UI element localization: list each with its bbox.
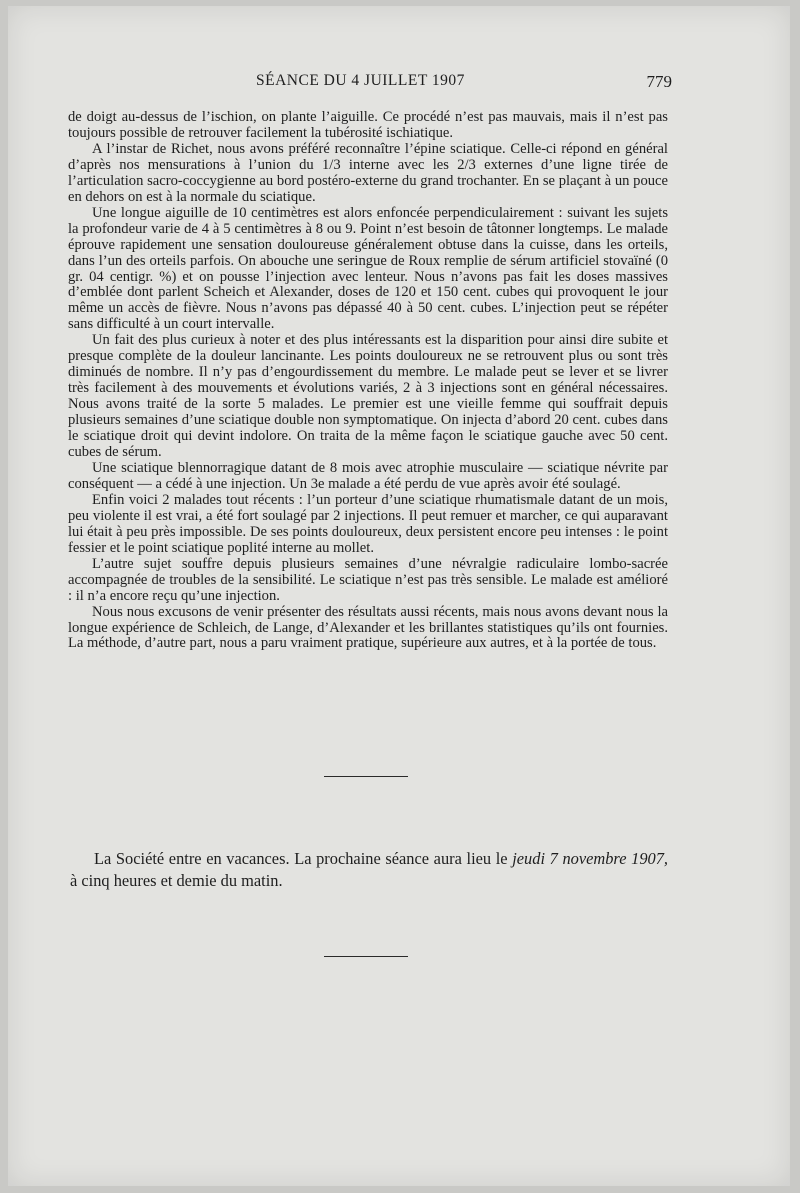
session-notice [70, 848, 668, 892]
paragraph: L’autre sujet souffre depuis plusieurs semaines d’une névralgie radiculaire lombo-sacrée accompagnée de troubles de la sensibilité. Le sciatique n’est pas très sensible. Le malade est amélioré : il n’a encore reçu qu’une injection. [68, 555, 668, 604]
article-body [68, 110, 668, 652]
section-divider [324, 776, 408, 777]
notice-text: La Société entre en vacances. La prochaine séance aura lieu le [94, 849, 513, 868]
paragraph: de doigt au-dessus de l’ischion, on plante l’aiguille. Ce procédé n’est pas mauvais, mais il n’est pas toujours possible de retrouver facilement la tubérosité ischiatique. [68, 109, 668, 141]
paragraph: Un fait des plus curieux à noter et des plus intéressants est la disparition pour ainsi dire subite et presque complète de la douleur lancinante. Les points douloureux ne se retrouvent plus ou sont très diminués de nombre. Il n’y pas d’engourdissement du membre. Le malade peut se lever et se livrer très facilement à des mouvements et évolutions variés, 2 à 3 injections sont en général nécessaires. Nous avons traité de la sorte 5 malades. Le premier est une vieille femme qui souffrait depuis plusieurs semaines d’une sciatique double non symptomatique. On injecta d’abord 20 cent. cubes dans le sciatique droit qui devint indolore. On traita de la même façon le sciatique gauche avec 50 cent. cubes de sérum. [68, 332, 668, 461]
paragraph: Une sciatique blennorragique datant de 8 mois avec atrophie musculaire — sciatique névrite par conséquent — a cédé à une injection. Un 3e malade a été perdu de vue après avoir été soulagé. [68, 459, 668, 492]
page-number: 779 [646, 72, 672, 91]
paragraph: Une longue aiguille de 10 centimètres est alors enfoncée perpendiculairement : suivant les sujets la profondeur varie de 4 à 5 centimètres à 8 ou 9. Point n’est besoin de tâtonner longtemps. Le malade éprouve rapidement une sensation douloureuse généralement obtuse dans la cuisse, dans les orteils, dans l’un des orteils parfois. On abouche une seringue de Roux remplie de sérum artificiel stovaïné (0 gr. 04 centigr. %) et on pousse l’injection avec lenteur. Nous n’avons pas fait les doses massives d’emblée dont parlent Scheich et Alexander, doses de 120 et 150 cent. cubes qui provoquent le jour même un accès de fièvre. Nous n’avons pas dépassé 40 à 50 cent. cubes. L’injection peut se répéter sans difficulté à un court intervalle. [68, 204, 668, 333]
notice-date: jeudi 7 novembre 1907, [512, 849, 668, 868]
page-header [8, 72, 790, 96]
journal-page [8, 6, 790, 1186]
paragraph: A l’instar de Richet, nous avons préféré reconnaître l’épine sciatique. Celle-ci répond en général d’après nos mensurations à l’union du 1/3 interne avec les 2/3 externes d’une ligne tirée de l’articulation sacro-coccygienne au bord postéro-externe du grand trochanter. En se plaçant à un pouce en dehors on est à la normale du sciatique. [68, 140, 668, 205]
closing-divider [324, 956, 408, 957]
paragraph: Enfin voici 2 malades tout récents : l’un porteur d’une sciatique rhumatismale datant de un mois, peu violente il est vrai, a été fort soulagé par 2 injections. Il peut remuer et marcher, ce qui auparavant lui était à peu près impossible. De ses points douloureux, deux persistent encore peu intenses : le point fessier et le point sciatique poplité interne au mollet. [68, 491, 668, 556]
paragraph: Nous nous excusons de venir présenter des résultats aussi récents, mais nous avons devant nous la longue expérience de Schleich, de Lange, d’Alexander et les brillantes statistiques qu’ils ont fournies. La méthode, d’autre part, nous a paru vraiment pratique, supérieure aux autres, et à la portée de tous. [68, 603, 668, 652]
notice-time: à cinq heures et demie du matin. [70, 871, 283, 890]
running-title: SÉANCE DU 4 JUILLET 1907 [256, 72, 465, 89]
